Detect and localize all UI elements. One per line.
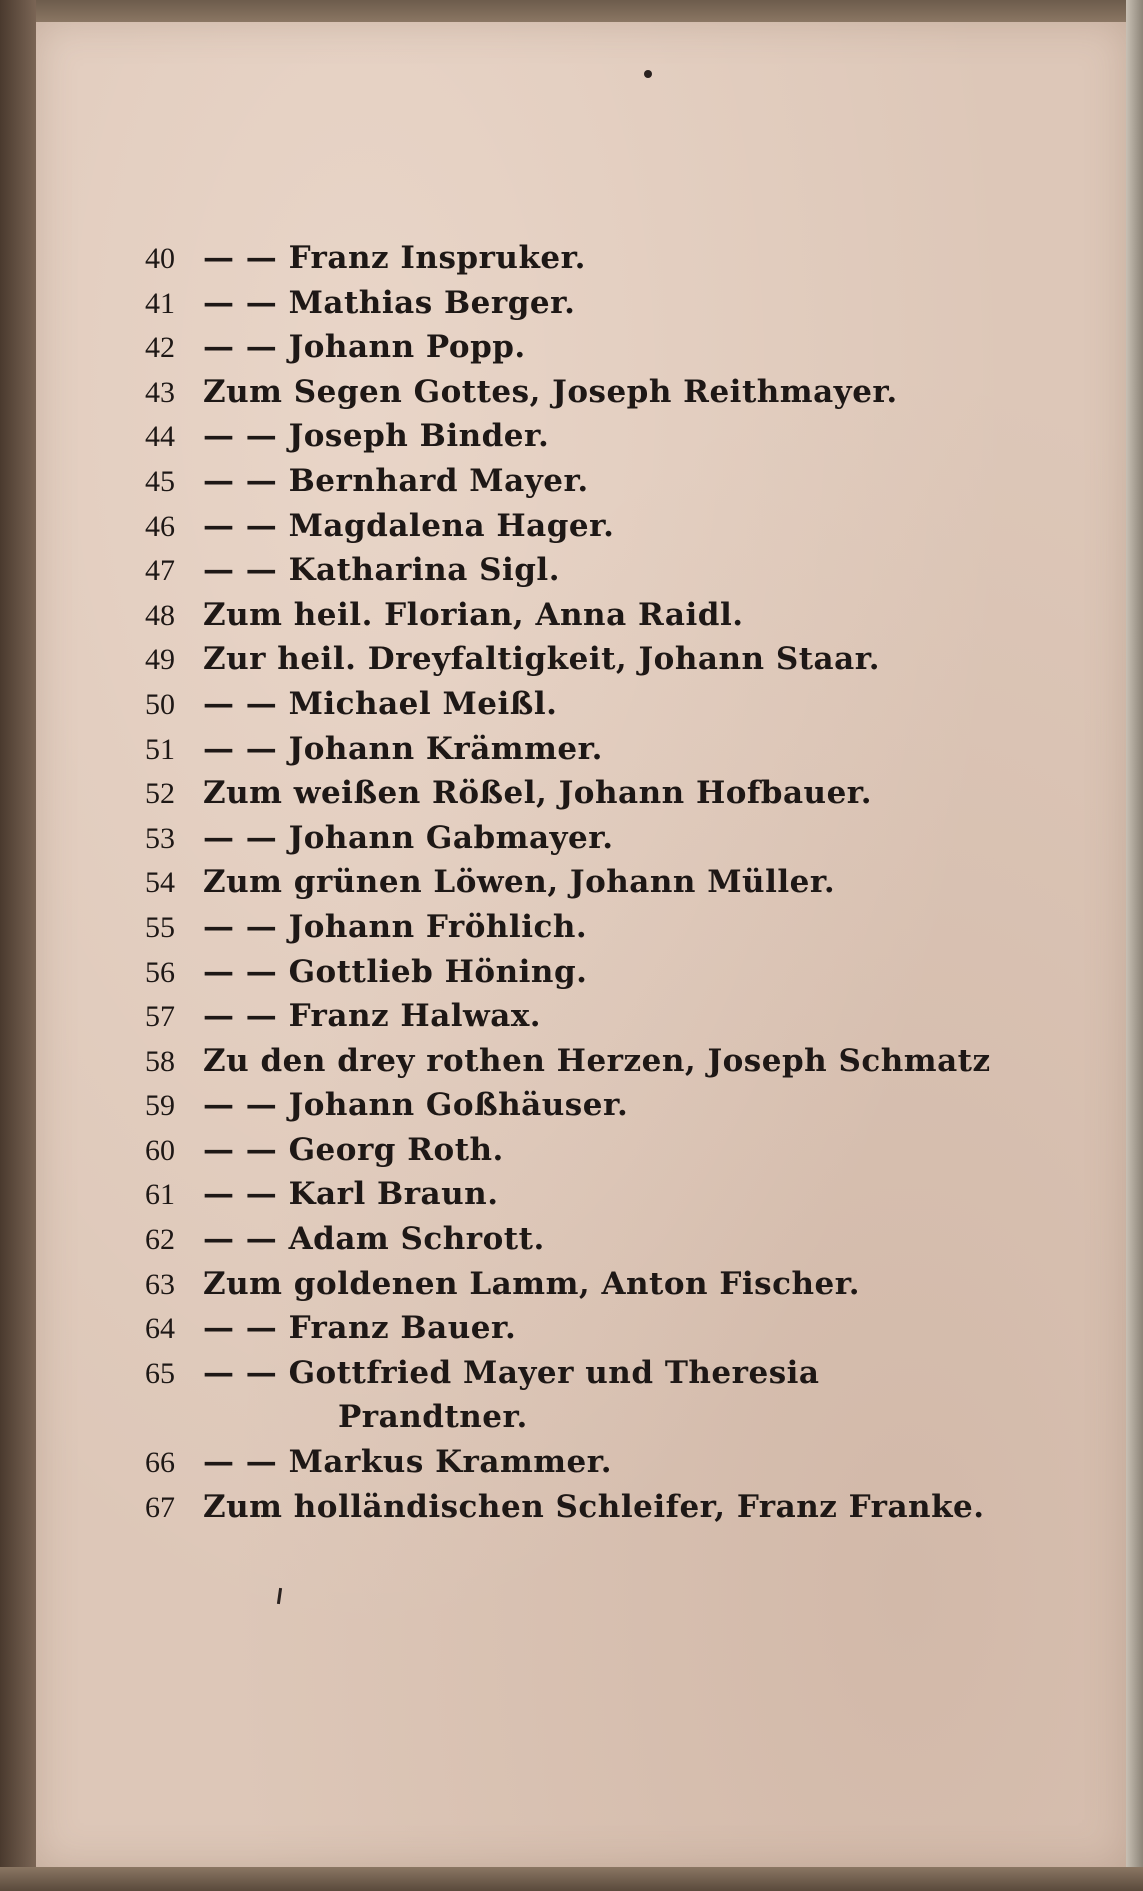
entry-text: — — Franz Inspruker.	[203, 240, 586, 276]
list-item	[145, 637, 965, 682]
entry-number: 55	[145, 910, 175, 944]
list-item	[145, 905, 965, 950]
entry-number: 59	[145, 1089, 175, 1123]
entry-text: — — Katharina Sigl.	[203, 552, 560, 589]
entry-number: 48	[145, 598, 175, 632]
entry-number: 53	[145, 821, 175, 855]
entry-text: Zum holländischen Schleifer, Franz Franke.	[203, 1488, 985, 1525]
list-item	[145, 994, 965, 1039]
ink-spot	[644, 70, 652, 78]
book-binding	[0, 0, 36, 1891]
entry-text: Zum grünen Löwen, Johann Müller.	[203, 864, 836, 901]
list-item	[145, 504, 965, 549]
list-item	[145, 1485, 985, 1530]
entry-text: Zur heil. Dreyfaltigkeit, Johann Staar.	[203, 641, 880, 678]
list-item	[145, 1128, 965, 1173]
entry-text: — — Johann Goßhäuser.	[203, 1087, 629, 1124]
entry-text: — — Michael Meißl.	[203, 685, 558, 722]
entry-number: 64	[145, 1312, 175, 1346]
list-item	[145, 682, 965, 727]
entry-number: 43	[145, 375, 175, 409]
list-item	[145, 771, 965, 816]
entry-text: Zu den drey rothen Herzen, Joseph Schmatz	[203, 1042, 991, 1079]
entry-list	[145, 236, 991, 1529]
book-bottom-edge	[0, 1867, 1143, 1891]
entry-text: — — Franz Halwax.	[203, 998, 542, 1035]
entry-number: 60	[145, 1133, 175, 1167]
list-item	[145, 281, 965, 326]
list-item	[145, 459, 965, 504]
entry-number: 58	[145, 1044, 175, 1078]
entry-text: — — Johann Krämmer.	[203, 730, 603, 767]
entry-number: 61	[145, 1178, 175, 1212]
entry-text: — — Georg Roth.	[203, 1131, 504, 1168]
entry-number: 44	[145, 420, 175, 454]
entry-text: — — Karl Braun.	[203, 1176, 499, 1213]
entry-text: — — Joseph Binder.	[203, 418, 550, 455]
entry-text: — — Johann Popp.	[203, 329, 526, 366]
entry-number: 67	[145, 1490, 175, 1524]
entry-text: — — Adam Schrott.	[203, 1221, 545, 1258]
list-item-continuation	[145, 1395, 965, 1440]
entry-number: 63	[145, 1267, 175, 1301]
entry-text: — — Johann Gabmayer.	[203, 819, 614, 856]
entry-text: — — Magdalena Hager.	[203, 507, 615, 544]
list-item	[145, 1217, 965, 1262]
entry-number: 49	[145, 643, 175, 677]
entry-text: — — Markus Krammer.	[203, 1444, 613, 1481]
list-item	[145, 1306, 965, 1351]
list-item	[145, 1440, 965, 1485]
entry-number: 65	[145, 1356, 175, 1390]
list-item	[145, 236, 965, 281]
list-item	[145, 370, 965, 415]
entry-number: 57	[145, 1000, 175, 1034]
list-item	[145, 1351, 965, 1396]
entry-number: 45	[145, 464, 175, 498]
entry-text: — — Bernhard Mayer.	[203, 462, 589, 499]
list-item	[145, 1172, 965, 1217]
list-item	[145, 1039, 991, 1084]
entry-text: Zum Segen Gottes, Joseph Reithmayer.	[203, 373, 898, 410]
list-item	[145, 1262, 965, 1307]
list-item	[145, 414, 965, 459]
list-item	[145, 860, 965, 905]
entry-number: 50	[145, 687, 175, 721]
entry-number: 42	[145, 331, 175, 365]
entry-number: 56	[145, 955, 175, 989]
entry-number: 66	[145, 1446, 175, 1480]
entry-text: Zum weißen Rößel, Johann Hofbauer.	[203, 775, 873, 812]
entry-number: 40	[145, 242, 175, 275]
entry-number: 46	[145, 509, 175, 543]
entry-text: — — Gottfried Mayer und Theresia	[203, 1354, 820, 1391]
entry-text: — — Johann Fröhlich.	[203, 908, 588, 945]
entry-text: Prandtner.	[338, 1399, 528, 1436]
entry-text: — — Mathias Berger.	[203, 284, 576, 321]
page-stack-edge	[1126, 0, 1143, 1891]
entry-number: 52	[145, 777, 175, 811]
entry-text: — — Gottlieb Höning.	[203, 953, 588, 990]
list-item	[145, 727, 965, 772]
list-item	[145, 593, 965, 638]
entry-number: 54	[145, 866, 175, 900]
entry-text: Zum heil. Florian, Anna Raidl.	[203, 596, 744, 633]
list-item	[145, 548, 965, 593]
list-item	[145, 816, 965, 861]
book-top-edge	[0, 0, 1143, 22]
list-item	[145, 1083, 965, 1128]
entry-number: 41	[145, 286, 175, 320]
entry-number: 62	[145, 1223, 175, 1257]
entry-number: 47	[145, 554, 175, 588]
entry-text: Zum goldenen Lamm, Anton Fischer.	[203, 1265, 861, 1302]
entry-text: — — Franz Bauer.	[203, 1310, 517, 1347]
entry-number: 51	[145, 732, 175, 766]
list-item	[145, 950, 965, 995]
list-item	[145, 325, 965, 370]
